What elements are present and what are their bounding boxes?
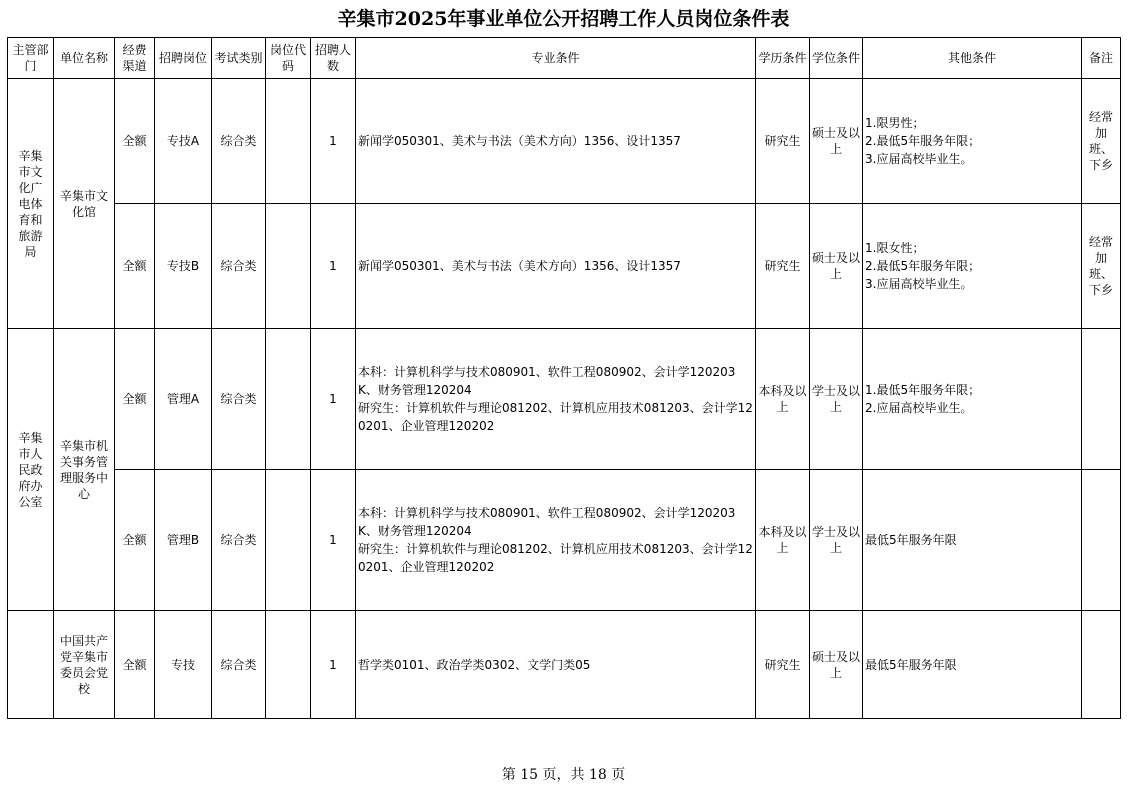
education-cell: 研究生 [756, 79, 810, 204]
remark-cell [1082, 611, 1121, 719]
remark-cell [1082, 470, 1121, 611]
table-row [8, 470, 1121, 611]
major-line: 哲学类0101、政治学类0302、文学门类05 [358, 657, 591, 672]
remark-cell: 经常加班、下乡 [1082, 79, 1121, 204]
major-cell [356, 204, 756, 329]
exam-cell: 综合类 [212, 611, 266, 719]
table-row [8, 204, 1121, 329]
count-cell: 1 [311, 611, 356, 719]
position-cell: 专技B [155, 204, 212, 329]
header-funding: 经费渠道 [115, 38, 155, 79]
exam-cell: 综合类 [212, 329, 266, 470]
remark-cell [1082, 329, 1121, 470]
header-unit: 单位名称 [54, 38, 115, 79]
dept-cell [8, 611, 54, 719]
header-education: 学历条件 [756, 38, 810, 79]
education-cell: 本科及以上 [756, 329, 810, 470]
header-count: 招聘人数 [311, 38, 356, 79]
other-line: 1.最低5年服务年限； [865, 383, 981, 397]
header-remark: 备注 [1082, 38, 1121, 79]
header-exam: 考试类别 [212, 38, 266, 79]
other-line: 2.应届高校毕业生。 [865, 401, 973, 415]
count-cell: 1 [311, 204, 356, 329]
funding-cell: 全额 [115, 204, 155, 329]
count-cell: 1 [311, 470, 356, 611]
position-table [7, 37, 1121, 719]
degree-cell: 硕士及以上 [810, 611, 863, 719]
major-cell [356, 611, 756, 719]
header-dept: 主管部门 [8, 38, 54, 79]
page-title: 辛集市2025年事业单位公开招聘工作人员岗位条件表 [337, 8, 790, 30]
degree-cell: 学士及以上 [810, 470, 863, 611]
other-cell [863, 470, 1082, 611]
header-other: 其他条件 [863, 38, 1082, 79]
other-line: 1.限女性； [865, 241, 925, 255]
major-line: 研究生：计算机软件与理论081202、计算机应用技术081203、会计学120201、企业管理120202 [358, 542, 753, 574]
header-major: 专业条件 [356, 38, 756, 79]
other-line: 2.最低5年服务年限； [865, 134, 981, 148]
code-cell [266, 470, 311, 611]
header-code: 岗位代码 [266, 38, 311, 79]
dept-cell: 辛集市文化广电体育和旅游局 [8, 79, 54, 329]
major-line: 新闻学050301、美术与书法（美术方向）1356、设计1357 [358, 134, 681, 148]
funding-cell: 全额 [115, 79, 155, 204]
degree-cell: 硕士及以上 [810, 204, 863, 329]
header-position: 招聘岗位 [155, 38, 212, 79]
header-degree: 学位条件 [810, 38, 863, 79]
degree-cell: 学士及以上 [810, 329, 863, 470]
other-cell [863, 611, 1082, 719]
other-cell [863, 329, 1082, 470]
education-cell: 本科及以上 [756, 470, 810, 611]
table-row [8, 329, 1121, 470]
dept-cell: 辛集市人民政府办公室 [8, 329, 54, 611]
unit-cell: 中国共产党辛集市委员会党校 [54, 611, 115, 719]
position-cell: 专技 [155, 611, 212, 719]
count-cell: 1 [311, 79, 356, 204]
code-cell [266, 611, 311, 719]
unit-cell: 辛集市文化馆 [54, 79, 115, 329]
other-line: 3.应届高校毕业生。 [865, 152, 973, 166]
other-line: 3.应届高校毕业生。 [865, 277, 973, 291]
table-row [8, 611, 1121, 719]
major-cell [356, 470, 756, 611]
funding-cell: 全额 [115, 470, 155, 611]
degree-cell: 硕士及以上 [810, 79, 863, 204]
unit-cell: 辛集市机关事务管理服务中心 [54, 329, 115, 611]
major-line: 研究生：计算机软件与理论081202、计算机应用技术081203、会计学120201、企业管理120202 [358, 401, 753, 433]
count-cell: 1 [311, 329, 356, 470]
table-row [8, 79, 1121, 204]
other-cell [863, 79, 1082, 204]
other-line: 2.最低5年服务年限； [865, 259, 981, 273]
exam-cell: 综合类 [212, 204, 266, 329]
position-cell: 管理A [155, 329, 212, 470]
position-cell: 专技A [155, 79, 212, 204]
other-line: 最低5年服务年限 [865, 657, 957, 672]
exam-cell: 综合类 [212, 79, 266, 204]
funding-cell: 全额 [115, 611, 155, 719]
code-cell [266, 204, 311, 329]
code-cell [266, 329, 311, 470]
other-line: 1.限男性； [865, 116, 925, 130]
education-cell: 研究生 [756, 204, 810, 329]
other-line: 最低5年服务年限 [865, 533, 957, 547]
exam-cell: 综合类 [212, 470, 266, 611]
major-line: 新闻学050301、美术与书法（美术方向）1356、设计1357 [358, 259, 681, 273]
code-cell [266, 79, 311, 204]
header-row [8, 38, 1121, 79]
position-cell: 管理B [155, 470, 212, 611]
funding-cell: 全额 [115, 329, 155, 470]
education-cell: 研究生 [756, 611, 810, 719]
other-cell [863, 204, 1082, 329]
page-footer: 第 15 页，共 18 页 [501, 767, 626, 783]
major-line: 本科：计算机科学与技术080901、软件工程080902、会计学120203K、财务管理120204 [358, 365, 736, 397]
remark-cell: 经常加班、下乡 [1082, 204, 1121, 329]
major-cell [356, 329, 756, 470]
major-line: 本科：计算机科学与技术080901、软件工程080902、会计学120203K、财务管理120204 [358, 506, 736, 538]
major-cell [356, 79, 756, 204]
